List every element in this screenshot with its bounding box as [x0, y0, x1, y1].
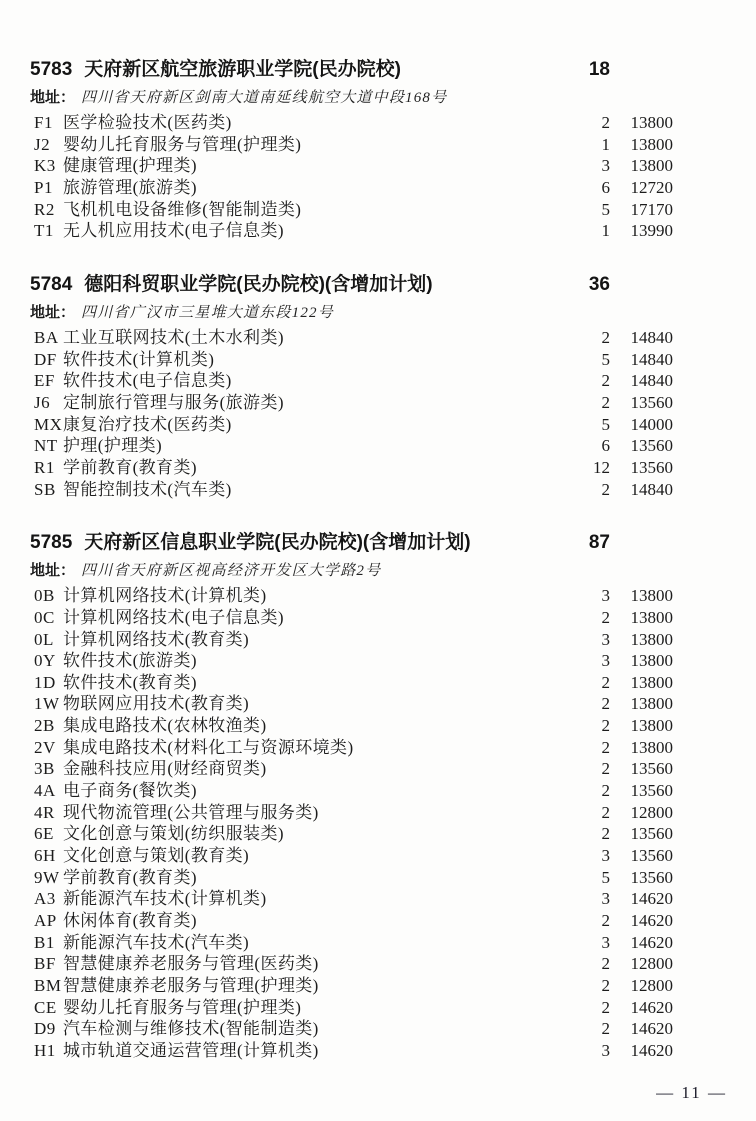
- major-row: [30, 220, 673, 242]
- major-code: 2B: [34, 716, 55, 736]
- major-plan-count: 5: [601, 414, 610, 434]
- major-plan-count: 2: [601, 802, 610, 822]
- major-row: [30, 997, 673, 1019]
- major-plan-count: 2: [601, 327, 610, 347]
- major-tuition-fee: 12800: [630, 802, 673, 822]
- major-code: BF: [34, 954, 56, 974]
- major-plan-count: 2: [601, 824, 610, 844]
- major-code: SB: [34, 479, 56, 499]
- major-plan-count: 2: [601, 976, 610, 995]
- major-tuition-fee: 14840: [630, 479, 673, 499]
- major-name: 工业互联网技术(土木水利类): [63, 327, 284, 347]
- college-code: 5785: [30, 532, 73, 554]
- major-plan-count: 3: [601, 586, 610, 606]
- major-plan-count: 2: [601, 716, 610, 736]
- major-plan-count: 2: [601, 607, 610, 627]
- major-code: J6: [34, 392, 51, 412]
- college-total-plan: 36: [588, 273, 610, 295]
- major-row: [30, 327, 673, 349]
- major-code: NT: [34, 436, 58, 456]
- major-code: 0B: [34, 586, 55, 606]
- college-header: [30, 530, 673, 556]
- college-plan-list: [30, 57, 673, 1062]
- major-plan-count: 3: [601, 651, 610, 671]
- major-tuition-fee: 14000: [630, 414, 673, 434]
- major-tuition-fee: 13800: [630, 716, 673, 736]
- major-row: [30, 715, 673, 737]
- major-tuition-fee: 13800: [630, 737, 673, 757]
- major-row: [30, 823, 673, 845]
- major-code: 6H: [34, 846, 56, 866]
- major-tuition-fee: 13800: [630, 607, 673, 627]
- major-name: 新能源汽车技术(汽车类): [63, 932, 250, 952]
- major-tuition-fee: 12720: [630, 177, 673, 197]
- major-tuition-fee: 14840: [630, 371, 673, 391]
- major-name: 文化创意与策划(教育类): [63, 846, 250, 866]
- address-label: 地址：: [30, 303, 76, 321]
- major-tuition-fee: 13800: [630, 586, 673, 606]
- college-header: [30, 57, 673, 83]
- major-tuition-fee: 13800: [630, 113, 673, 132]
- major-plan-count: 3: [601, 889, 610, 909]
- major-code: 2V: [34, 737, 56, 757]
- college-section: [30, 530, 673, 1061]
- major-name: 现代物流管理(公共管理与服务类): [63, 802, 319, 822]
- major-name: 集成电路技术(材料化工与资源环境类): [63, 737, 354, 757]
- major-tuition-fee: 13800: [630, 672, 673, 692]
- major-tuition-fee: 14840: [630, 327, 673, 347]
- major-row: [30, 758, 673, 780]
- major-code: MX: [34, 414, 63, 434]
- major-plan-count: 3: [601, 156, 610, 176]
- major-tuition-fee: 13800: [630, 694, 673, 714]
- major-name: 定制旅行管理与服务(旅游类): [63, 392, 284, 412]
- major-row: [30, 199, 673, 221]
- major-name: 计算机网络技术(电子信息类): [63, 607, 284, 627]
- major-code: T1: [34, 221, 54, 241]
- major-plan-count: 2: [601, 1019, 610, 1039]
- major-code: BM: [34, 976, 62, 995]
- major-row: [30, 672, 673, 694]
- major-tuition-fee: 12800: [630, 976, 673, 995]
- major-tuition-fee: 14620: [630, 911, 673, 931]
- major-tuition-fee: 13560: [630, 457, 673, 477]
- major-plan-count: 3: [601, 932, 610, 952]
- college-code: 5784: [30, 273, 73, 295]
- major-plan-count: 5: [601, 867, 610, 887]
- major-code: J2: [34, 134, 51, 154]
- major-code: K3: [34, 156, 56, 176]
- major-tuition-fee: 13800: [630, 629, 673, 649]
- major-name: 城市轨道交通运营管理(计算机类): [63, 1040, 319, 1060]
- major-row: [30, 1040, 673, 1062]
- major-tuition-fee: 14620: [630, 889, 673, 909]
- major-code: R2: [34, 199, 55, 219]
- major-tuition-fee: 12800: [630, 954, 673, 974]
- major-tuition-fee: 13560: [630, 867, 673, 887]
- major-tuition-fee: 13990: [630, 221, 673, 241]
- major-plan-count: 2: [601, 997, 610, 1017]
- college-address-line: [30, 301, 673, 325]
- major-code: 4R: [34, 802, 55, 822]
- major-row: [30, 155, 673, 177]
- major-name: 软件技术(旅游类): [63, 651, 197, 671]
- major-name: 婴幼儿托育服务与管理(护理类): [63, 134, 302, 154]
- major-code: 1W: [34, 694, 60, 714]
- address-text: 四川省天府新区剑南大道南延线航空大道中段168号: [81, 90, 448, 106]
- major-tuition-fee: 13560: [630, 781, 673, 801]
- major-plan-count: 2: [601, 911, 610, 931]
- page-number: — 11 —: [656, 1083, 727, 1102]
- college-header: [30, 272, 673, 298]
- major-code: A3: [34, 889, 56, 909]
- major-name: 无人机应用技术(电子信息类): [63, 221, 284, 241]
- major-name: 软件技术(电子信息类): [63, 371, 232, 391]
- major-plan-count: 2: [601, 479, 610, 499]
- college-total-plan: 18: [588, 59, 610, 80]
- college-name: 天府新区信息职业学院(民办院校)(含增加计划): [84, 532, 471, 554]
- college-address-line: [30, 86, 673, 110]
- major-plan-count: 2: [601, 694, 610, 714]
- major-name: 学前教育(教育类): [63, 457, 197, 477]
- major-plan-count: 2: [601, 672, 610, 692]
- major-row: [30, 737, 673, 759]
- major-plan-count: 6: [601, 436, 610, 456]
- major-row: [30, 392, 673, 414]
- major-row: [30, 932, 673, 954]
- major-row: [30, 112, 673, 134]
- major-row: [30, 910, 673, 932]
- major-name: 软件技术(教育类): [63, 672, 197, 692]
- major-name: 休闲体育(教育类): [63, 911, 197, 931]
- major-list: [30, 327, 673, 500]
- major-name: 计算机网络技术(教育类): [63, 629, 250, 649]
- major-name: 学前教育(教育类): [63, 867, 197, 887]
- major-list: [30, 112, 673, 242]
- major-code: P1: [34, 177, 53, 197]
- major-code: R1: [34, 457, 55, 477]
- major-tuition-fee: 14620: [630, 1040, 673, 1060]
- major-tuition-fee: 13800: [630, 156, 673, 176]
- major-row: [30, 975, 673, 997]
- major-name: 汽车检测与维修技术(智能制造类): [63, 1019, 319, 1039]
- major-plan-count: 2: [601, 737, 610, 757]
- major-code: H1: [34, 1040, 56, 1060]
- major-plan-count: 3: [601, 629, 610, 649]
- major-row: [30, 845, 673, 867]
- major-row: [30, 650, 673, 672]
- major-code: 1D: [34, 672, 56, 692]
- major-plan-count: 6: [601, 177, 610, 197]
- major-row: [30, 134, 673, 156]
- major-name: 飞机机电设备维修(智能制造类): [63, 199, 302, 219]
- major-code: 0C: [34, 607, 55, 627]
- major-code: F1: [34, 113, 53, 132]
- major-code: 0Y: [34, 651, 56, 671]
- major-row: [30, 585, 673, 607]
- major-code: 3B: [34, 759, 55, 779]
- major-row: [30, 693, 673, 715]
- college-name: 天府新区航空旅游职业学院(民办院校): [84, 59, 401, 80]
- major-code: AP: [34, 911, 57, 931]
- major-plan-count: 5: [601, 199, 610, 219]
- major-name: 康复治疗技术(医药类): [63, 414, 232, 434]
- major-code: 9W: [34, 867, 60, 887]
- major-plan-count: 2: [601, 113, 610, 132]
- major-row: [30, 780, 673, 802]
- major-code: D9: [34, 1019, 56, 1039]
- major-list: [30, 585, 673, 1061]
- major-code: B1: [34, 932, 55, 952]
- major-row: [30, 349, 673, 371]
- major-name: 物联网应用技术(教育类): [63, 694, 250, 714]
- major-name: 计算机网络技术(计算机类): [63, 586, 267, 606]
- major-code: EF: [34, 371, 55, 391]
- major-tuition-fee: 17170: [630, 199, 673, 219]
- major-plan-count: 2: [601, 392, 610, 412]
- major-plan-count: 2: [601, 371, 610, 391]
- major-code: 0L: [34, 629, 54, 649]
- major-row: [30, 888, 673, 910]
- major-plan-count: 12: [593, 457, 610, 477]
- major-code: CE: [34, 997, 57, 1017]
- address-text: 四川省天府新区视高经济开发区大学路2号: [81, 563, 382, 580]
- college-section: [30, 57, 673, 242]
- major-row: [30, 953, 673, 975]
- major-tuition-fee: 13560: [630, 759, 673, 779]
- major-plan-count: 2: [601, 954, 610, 974]
- major-name: 文化创意与策划(纺织服装类): [63, 824, 284, 844]
- college-section: [30, 272, 673, 500]
- major-plan-count: 3: [601, 846, 610, 866]
- page-footer: [656, 1083, 727, 1103]
- address-label: 地址：: [30, 562, 76, 580]
- major-tuition-fee: 14620: [630, 997, 673, 1017]
- major-row: [30, 607, 673, 629]
- major-tuition-fee: 14840: [630, 349, 673, 369]
- major-name: 健康管理(护理类): [63, 156, 197, 176]
- major-row: [30, 802, 673, 824]
- major-name: 电子商务(餐饮类): [63, 781, 197, 801]
- major-row: [30, 435, 673, 457]
- major-name: 医学检验技术(医药类): [63, 113, 232, 132]
- major-name: 金融科技应用(财经商贸类): [63, 759, 267, 779]
- college-total-plan: 87: [588, 532, 610, 554]
- major-plan-count: 3: [601, 1040, 610, 1060]
- major-tuition-fee: 13560: [630, 824, 673, 844]
- college-code: 5783: [30, 59, 73, 80]
- major-row: [30, 414, 673, 436]
- major-row: [30, 479, 673, 501]
- major-name: 集成电路技术(农林牧渔类): [63, 716, 267, 736]
- major-tuition-fee: 13800: [630, 651, 673, 671]
- major-name: 软件技术(计算机类): [63, 349, 215, 369]
- major-code: 6E: [34, 824, 54, 844]
- major-tuition-fee: 13560: [630, 846, 673, 866]
- college-address-line: [30, 559, 673, 583]
- major-name: 智慧健康养老服务与管理(医药类): [63, 954, 319, 974]
- major-tuition-fee: 13800: [630, 134, 673, 154]
- major-row: [30, 457, 673, 479]
- major-tuition-fee: 13560: [630, 392, 673, 412]
- college-name: 德阳科贸职业学院(民办院校)(含增加计划): [84, 273, 433, 295]
- major-name: 智慧健康养老服务与管理(护理类): [63, 976, 319, 995]
- major-plan-count: 2: [601, 759, 610, 779]
- major-code: BA: [34, 327, 59, 347]
- major-tuition-fee: 13560: [630, 436, 673, 456]
- major-tuition-fee: 14620: [630, 1019, 673, 1039]
- address-label: 地址：: [30, 89, 76, 106]
- major-name: 护理(护理类): [63, 436, 163, 456]
- major-name: 婴幼儿托育服务与管理(护理类): [63, 997, 302, 1017]
- major-code: 4A: [34, 781, 56, 801]
- major-name: 智能控制技术(汽车类): [63, 479, 232, 499]
- major-row: [30, 370, 673, 392]
- major-plan-count: 5: [601, 349, 610, 369]
- major-code: DF: [34, 349, 57, 369]
- major-row: [30, 629, 673, 651]
- major-row: [30, 177, 673, 199]
- major-plan-count: 1: [601, 221, 610, 241]
- major-tuition-fee: 14620: [630, 932, 673, 952]
- major-name: 旅游管理(旅游类): [63, 177, 197, 197]
- address-text: 四川省广汉市三星堆大道东段122号: [81, 304, 334, 321]
- major-name: 新能源汽车技术(计算机类): [63, 889, 267, 909]
- major-plan-count: 2: [601, 781, 610, 801]
- major-row: [30, 1018, 673, 1040]
- major-plan-count: 1: [601, 134, 610, 154]
- major-row: [30, 867, 673, 889]
